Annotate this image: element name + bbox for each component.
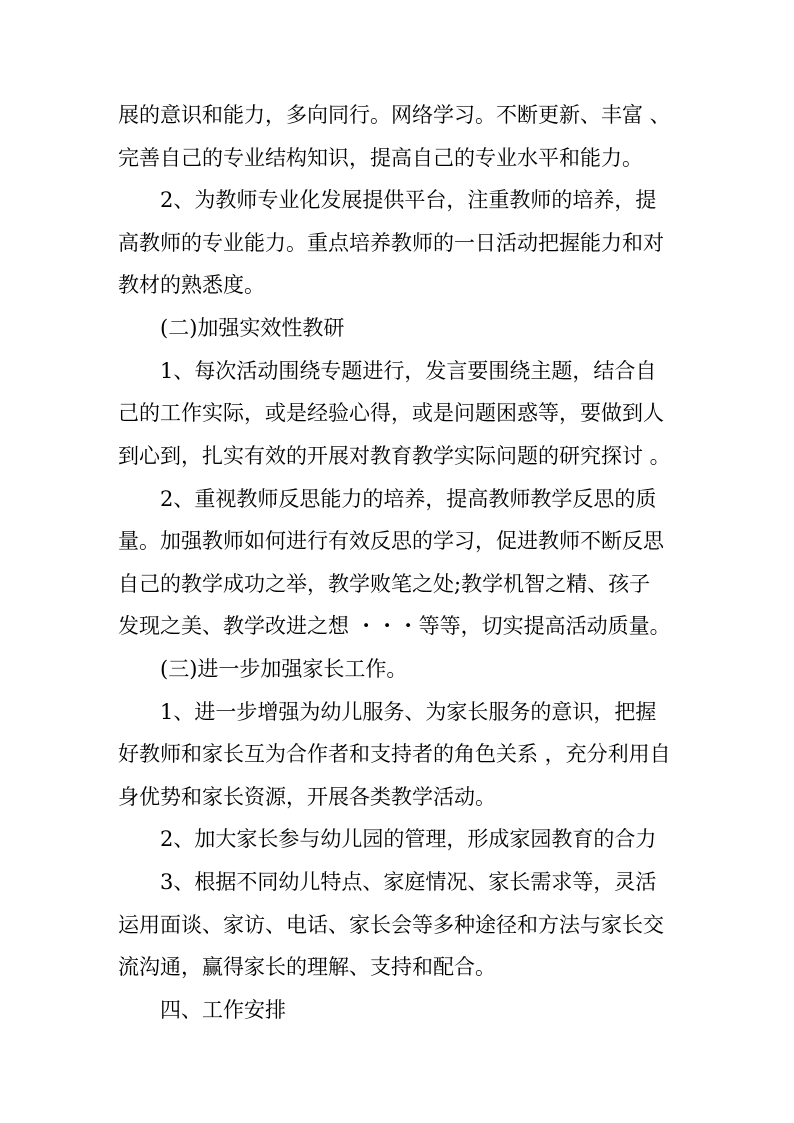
text-line: 2、加大家长参与幼儿园的管理，形成家园教育的合力 <box>160 827 657 851</box>
text-line: 运用面谈、家访、电话、家长会等多种途径和方法与家长交 <box>118 913 664 937</box>
text-line: 发现之美、教学改进之想 ・・・等等，切实提高活动质量。 <box>118 614 671 638</box>
text-line: 己的工作实际，或是经验心得，或是问题困惑等，要做到人 <box>118 401 664 425</box>
text-line: 自己的教学成功之举，教学败笔之处;教学机智之精、孩子 <box>118 572 651 596</box>
text-line: 3、根据不同幼儿特点、家庭情况、家长需求等，灵活 <box>160 870 657 894</box>
section-heading: (二)加强实效性教研 <box>160 316 345 340</box>
text-line: 1、进一步增强为幼儿服务、为家长服务的意识，把握 <box>160 700 657 724</box>
text-line: 完善自己的专业结构知识，提高自己的专业水平和能力。 <box>118 146 643 170</box>
text-line: 2、为教师专业化发展提供平台，注重教师的培养，提 <box>160 188 657 212</box>
text-line: 展的意识和能力，多向同行。网络学习。不断更新、丰富 、 <box>118 103 671 127</box>
text-line: 到心到，扎实有效的开展对教育教学实际问题的研究探讨 。 <box>118 444 671 468</box>
text-line: 高教师的专业能力。重点培养教师的一日活动把握能力和对 <box>118 231 664 255</box>
text-line: 好教师和家长互为合作者和支持者的角色关系 ，充分利用自 <box>118 742 671 766</box>
text-line: 身优势和家长资源，开展各类教学活动。 <box>118 785 496 809</box>
text-line: 流沟通，赢得家长的理解、支持和配合。 <box>118 955 496 979</box>
section-heading: 四、工作安排 <box>160 998 286 1022</box>
text-line: 教材的熟悉度。 <box>118 273 265 297</box>
text-line: 2、重视教师反思能力的培养，提高教师教学反思的质 <box>160 487 657 511</box>
text-line: 量。加强教师如何进行有效反思的学习，促进教师不断反思 <box>118 529 664 553</box>
text-line: 1、每次活动围绕专题进行，发言要围绕主题，结合自 <box>160 359 657 383</box>
section-heading: (三)进一步加强家长工作。 <box>160 657 408 681</box>
